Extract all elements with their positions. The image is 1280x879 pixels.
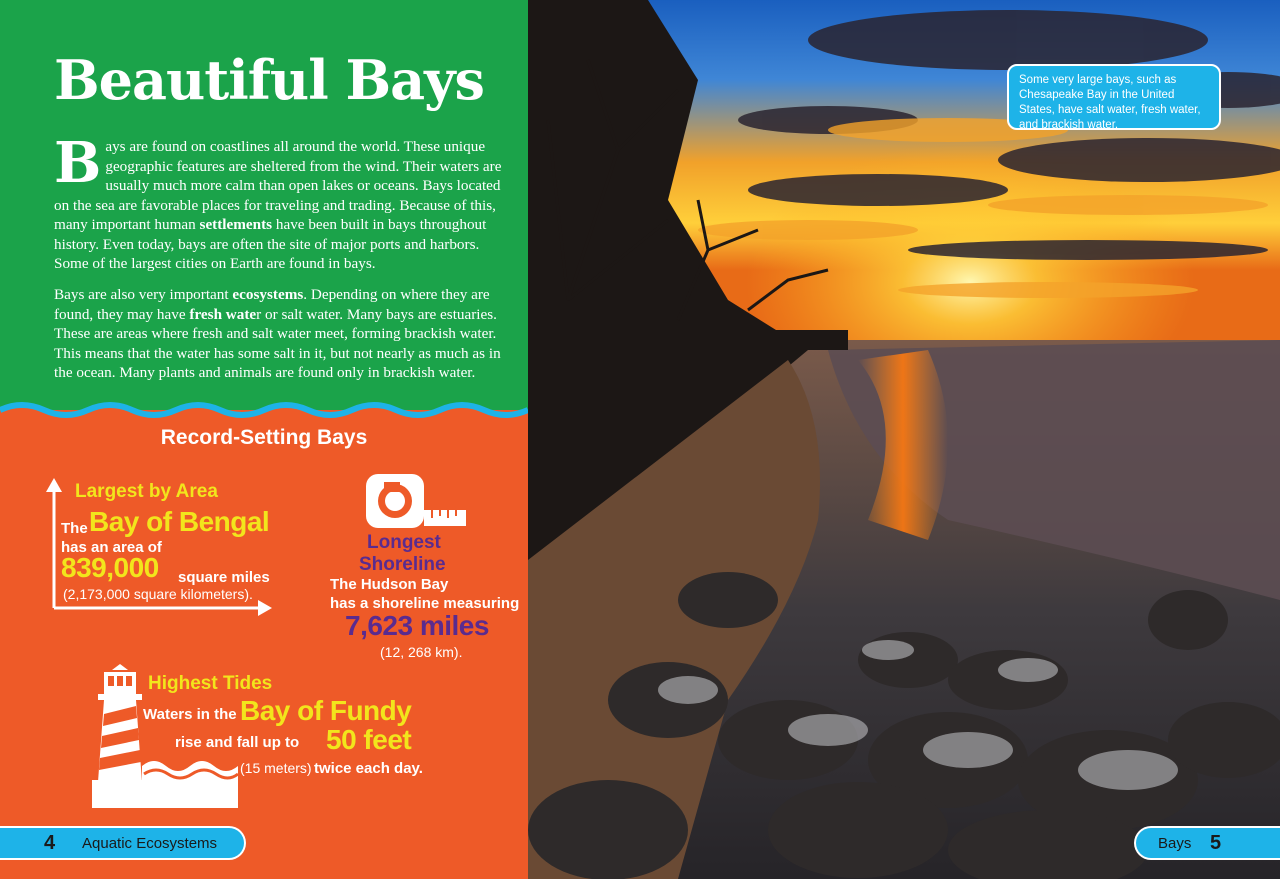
highest-twice: twice each day. bbox=[314, 760, 423, 777]
bay-of-bengal: Bay of Bengal bbox=[89, 506, 270, 537]
largest-value: 839,000 bbox=[61, 552, 159, 583]
left-page bbox=[0, 0, 528, 879]
longest-value: 7,623 miles bbox=[345, 610, 489, 641]
longest-line-2: has a shoreline measuring bbox=[330, 595, 520, 612]
paragraph-2-text-c: r or salt water. Many bays are estuaries. These are areas where fresh and salt water meet, forming brackish water. This means that the water has some salt in it, but not nearly as much as in the ocean. Many plants and animals are found only in brackish water. bbox=[54, 305, 501, 381]
record-setting-heading: Record-Setting Bays bbox=[160, 426, 368, 449]
paragraph-1 bbox=[54, 130, 506, 274]
paragraph-2-text-a: Bays are also very important bbox=[54, 286, 233, 303]
largest-the: The bbox=[61, 520, 88, 537]
page-number-right: 5 bbox=[1210, 831, 1222, 854]
paragraph-1-text-b: have been built in bays throughout history. Even today, bays are often the site of major ports and harbors. Some of the largest cities on Earth are found in bays. bbox=[54, 216, 487, 272]
bay-of-fundy: Bay of Fundy bbox=[240, 695, 412, 726]
longest-line-1: The Hudson Bay bbox=[330, 576, 449, 593]
largest-metric: (2,173,000 square kilometers). bbox=[63, 586, 253, 602]
footer-left bbox=[0, 826, 246, 860]
largest-unit: square miles bbox=[178, 569, 270, 586]
longest-metric: (12, 268 km). bbox=[380, 644, 463, 660]
highest-heading: Highest Tides bbox=[148, 673, 273, 694]
term-settlements: settlements bbox=[199, 216, 273, 233]
highest-value: 50 feet bbox=[326, 724, 412, 755]
paragraph-1-text-a: ays are found on coastlines all around the world. These unique geographic features are sheltered from the wind. Their waters are usually much more calm than open lakes or oceans. Bays located on the sea are favorable places for traveling and trading. Because of this, many important human bbox=[54, 138, 502, 233]
highest-waters-in: Waters in the bbox=[143, 706, 237, 723]
page-title: Beautiful Bays bbox=[54, 48, 484, 112]
section-label: Aquatic Ecosystems bbox=[82, 834, 218, 852]
chapter-label: Bays bbox=[1158, 834, 1192, 852]
footer-right bbox=[1134, 826, 1280, 860]
paragraph-2 bbox=[54, 285, 506, 383]
drop-cap: B bbox=[54, 130, 102, 196]
longest-heading-2: Shoreline bbox=[359, 554, 446, 575]
term-fresh-water: fresh wate bbox=[189, 305, 257, 323]
term-ecosystems: ecosystems bbox=[232, 286, 304, 303]
highest-rise: rise and fall up to bbox=[175, 734, 300, 751]
tape-measure-icon bbox=[364, 472, 468, 532]
largest-heading: Largest by Area bbox=[75, 481, 218, 502]
largest-has-area: has an area of bbox=[61, 539, 162, 556]
page-number-left: 4 bbox=[44, 831, 56, 854]
photo-caption: Some very large bays, such as Chesapeake Bay in the United States, have salt water, fresh water, and brackish water. bbox=[1007, 64, 1221, 130]
highest-metric: (15 meters) bbox=[240, 760, 312, 776]
longest-heading-1: Longest bbox=[367, 532, 441, 553]
sunset-bay-photo bbox=[528, 0, 1280, 879]
paragraph-2-text-b: . Depending on where they are found, they may have bbox=[54, 286, 490, 323]
